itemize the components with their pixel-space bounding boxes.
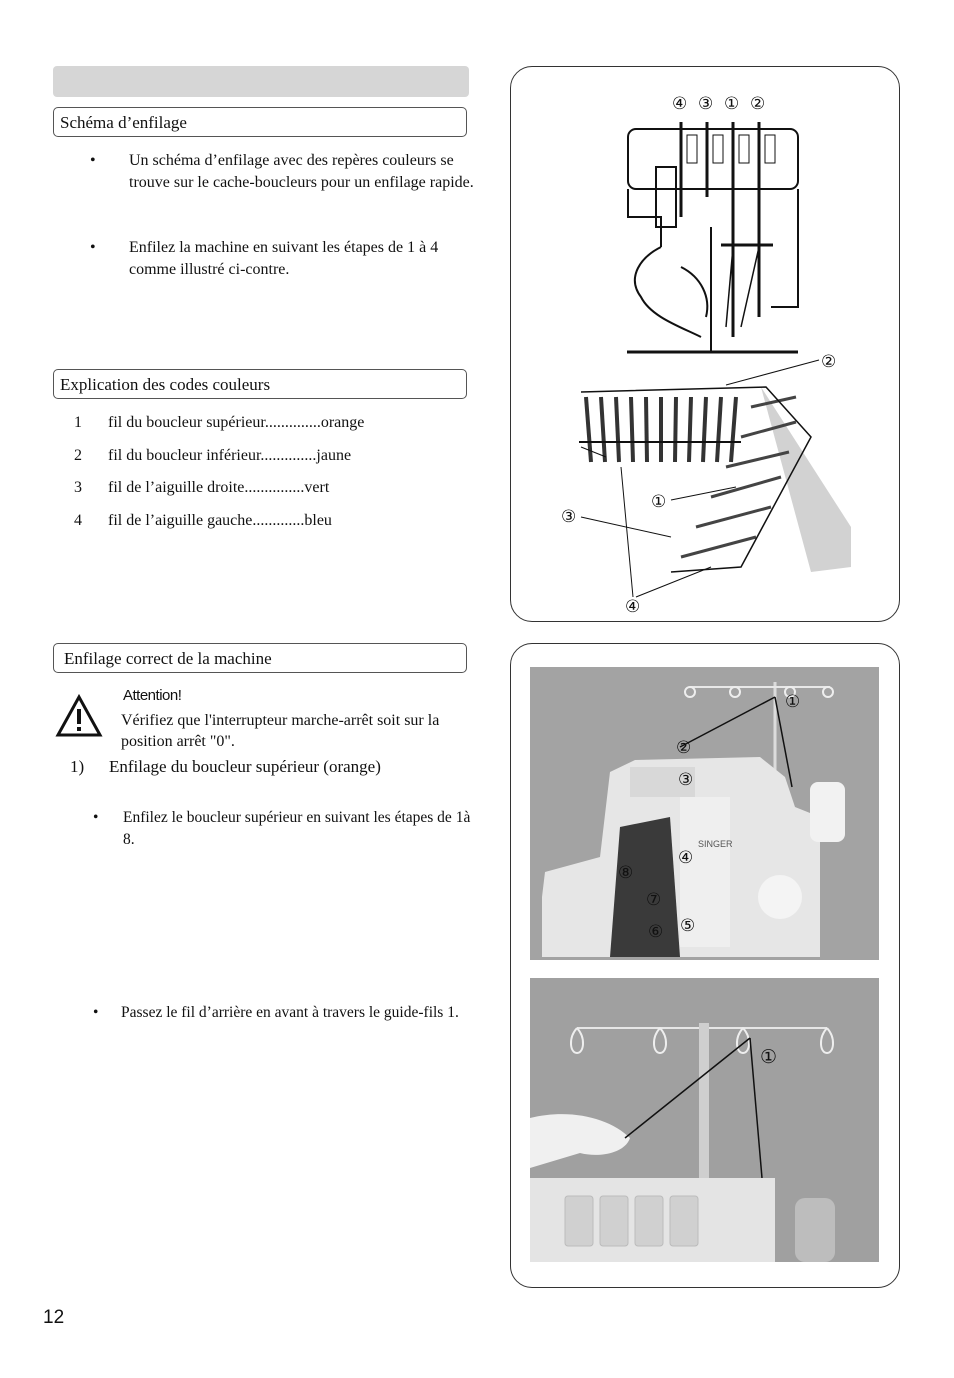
- photo-callout: ②: [676, 738, 692, 757]
- photo-callout: ③: [678, 770, 694, 789]
- photo-callout: ①: [760, 1047, 778, 1068]
- threading-diagram-panel: [510, 66, 900, 622]
- thread-guide-photo: [530, 978, 879, 1262]
- photo-callout: ⑥: [648, 922, 664, 941]
- bullet-text: Passez le fil d’arrière en avant à travers le guide-fils 1.: [121, 1004, 459, 1021]
- section-title-color-codes: Explication des codes couleurs: [53, 369, 467, 399]
- color-code-label: fil de l’aiguille gauche.............bleu: [108, 512, 332, 529]
- color-code-row: [74, 478, 454, 498]
- overlock-machine-photo: [530, 667, 879, 960]
- diagram-number: ②: [750, 94, 766, 113]
- color-code-row: [74, 413, 454, 433]
- color-code-label: fil de l’aiguille droite...............vert: [108, 479, 330, 496]
- attention-text: Vérifiez que l'interrupteur marche-arrêt soit sur la position arrêt "0".: [121, 712, 440, 750]
- bullet-item: [93, 1002, 478, 1048]
- color-code-row: [74, 511, 454, 531]
- bullet-dot: •: [93, 1004, 99, 1021]
- bullet-text: Un schéma d’enfilage avec des repères couleurs se trouve sur le cache-boucleurs pour un enfilage rapide.: [129, 152, 474, 191]
- step-title: Enfilage du boucleur supérieur (orange): [109, 757, 381, 776]
- photo-callout: ④: [678, 848, 694, 867]
- bullet-item: [93, 807, 478, 853]
- page-number: 12: [43, 1307, 65, 1328]
- diagram-number: ①: [724, 94, 740, 113]
- threading-diagram: [511, 67, 899, 621]
- step-number: 1): [70, 757, 85, 776]
- bullet-text: Enfilez le boucleur supérieur en suivant les étapes de 1à 8.: [123, 809, 471, 848]
- brand-label: SINGER: [698, 839, 733, 849]
- color-code-number: 2: [74, 447, 82, 464]
- photo-callout: ⑤: [680, 916, 696, 935]
- diagram-callout: ①: [651, 492, 667, 511]
- color-code-row: [74, 446, 454, 466]
- diagram-callout: ③: [561, 507, 577, 526]
- bullet-dot: •: [93, 809, 99, 826]
- photo-callout: ⑦: [646, 890, 662, 909]
- bullet-item: [90, 150, 480, 220]
- color-code-number: 4: [74, 512, 82, 529]
- bullet-dot: •: [90, 152, 96, 169]
- section-title-correct-threading: Enfilage correct de la machine: [53, 643, 467, 673]
- bullet-text: Enfilez la machine en suivant les étapes de 1 à 4 comme illustré ci-contre.: [129, 239, 439, 278]
- photo-callout: ⑧: [618, 863, 634, 882]
- section-title-threading-diagram: Schéma d’enfilage: [53, 107, 467, 137]
- diagram-number: ④: [672, 94, 688, 113]
- bullet-item: [90, 237, 480, 283]
- color-code-label: fil du boucleur supérieur..............orange: [108, 414, 365, 431]
- color-code-label: fil du boucleur inférieur..............jaune: [108, 447, 352, 464]
- header-bar: [53, 66, 469, 97]
- color-code-number: 1: [74, 414, 82, 431]
- bullet-dot: •: [90, 239, 96, 256]
- photo-callout: ①: [785, 692, 801, 711]
- diagram-number: ③: [698, 94, 714, 113]
- diagram-callout: ②: [821, 352, 837, 371]
- warning-icon: [55, 694, 103, 738]
- attention-title: Attention!: [123, 687, 182, 704]
- color-code-number: 3: [74, 479, 82, 496]
- diagram-callout: ④: [625, 597, 641, 616]
